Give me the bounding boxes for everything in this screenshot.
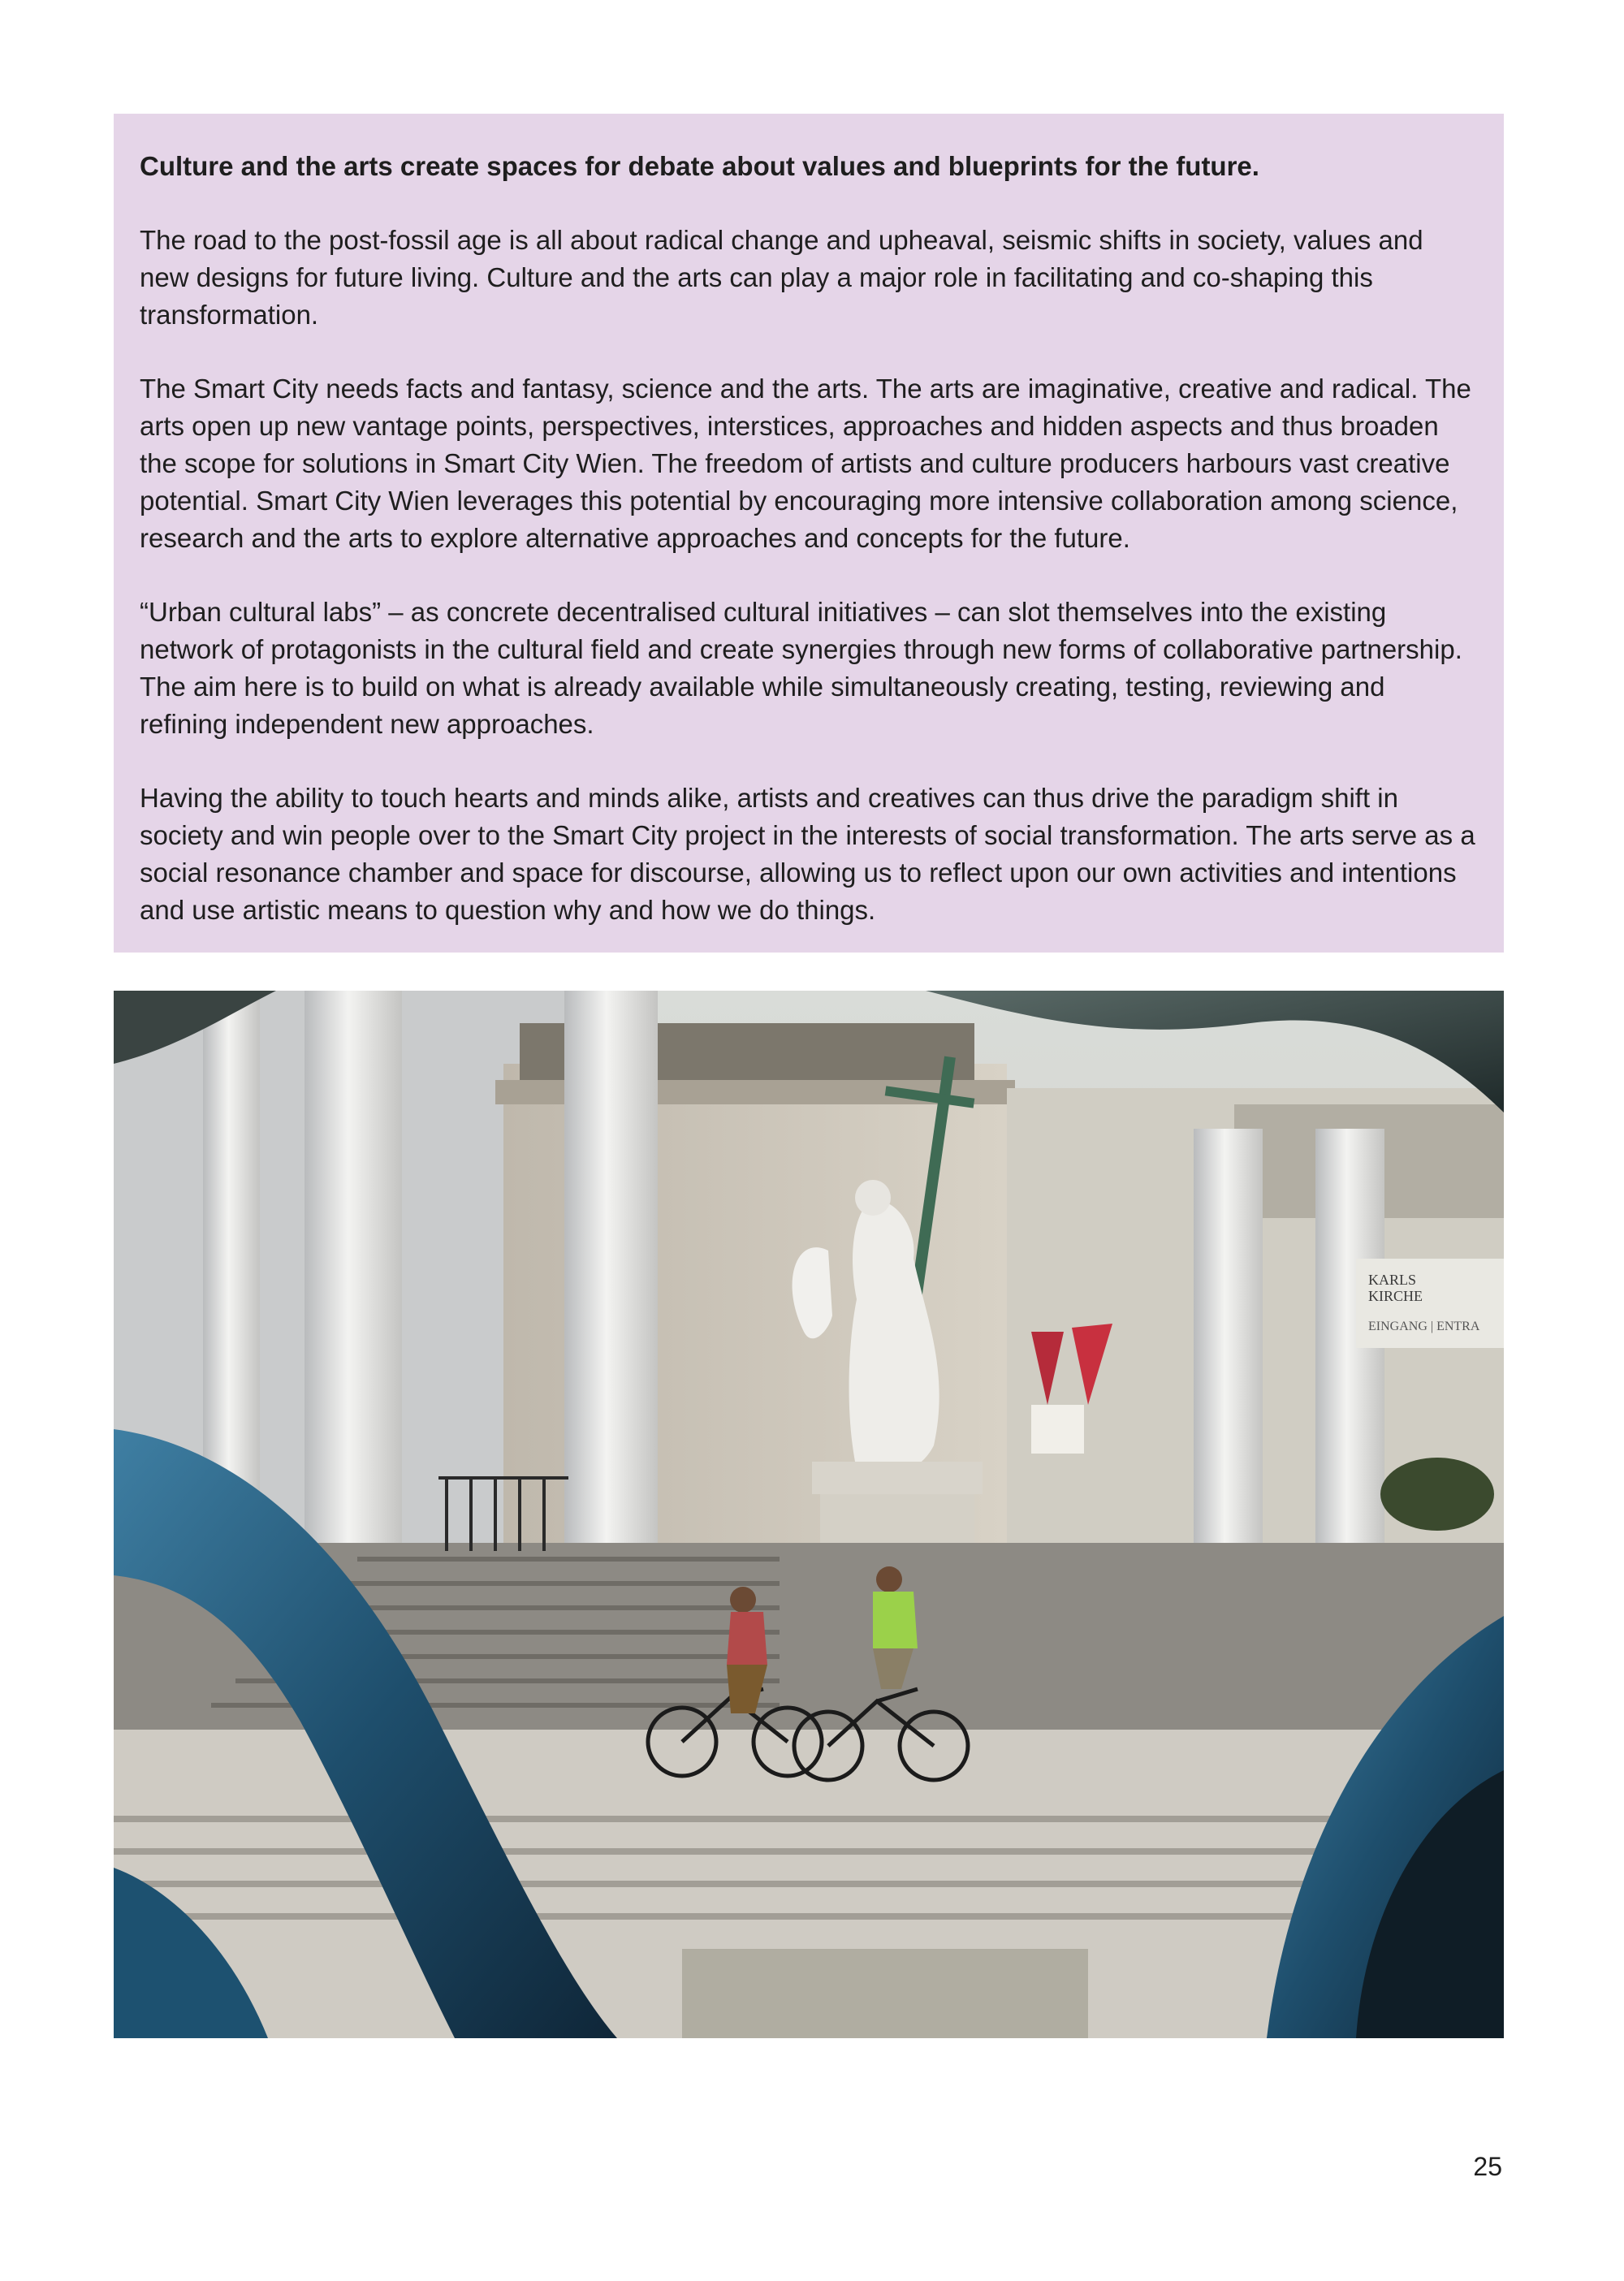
callout-paragraph-2: The Smart City needs facts and fantasy, science and the arts. The arts are imaginative, creative and radical. The arts open up new vantage points, perspectives, interstices, approaches and hidden aspects and thus broaden the scope for solutions in Smart City Wien. The freedom of artists and culture producers harbours vast creative potential. Smart City Wien leverages this potential by encouraging more intensive collaboration among science, research and the arts to explore alternative approaches and concepts for the future. <box>140 374 1471 553</box>
callout-paragraph-1: The road to the post-fossil age is all about radical change and upheaval, seismic shifts in society, values and new designs for future living. Culture and the arts can play a major role in facilitating and co-shaping this transformation. <box>140 225 1423 330</box>
callout-paragraph-3: “Urban cultural labs” – as concrete decentralised cultural initiatives – can slot themselves into the existing network of protagonists in the cultural field and create synergies through new forms of collaborative partnership. The aim here is to build on what is already available while simultaneously creating, testing, reviewing and refining independent new approaches. <box>140 597 1462 739</box>
callout-heading: Culture and the arts create spaces for debate about values and blueprints for the future. <box>140 151 1259 181</box>
callout-box <box>114 114 1504 953</box>
banner-text-3: EINGANG | ENTRA <box>1368 1320 1480 1333</box>
banner-text-1: KARLS <box>1368 1272 1417 1288</box>
callout-paragraph-4: Having the ability to touch hearts and minds alike, artists and creatives can thus drive the paradigm shift in society and win people over to the Smart City project in the interests of social transformation. The arts serve as a social resonance chamber and space for discourse, allowing us to reflect upon our own activities and intentions and use artistic means to question why and how we do things. <box>140 783 1475 925</box>
karlskirche-photo <box>114 991 1504 2038</box>
page-number: 25 <box>1473 2152 1502 2181</box>
banner-text-2: KIRCHE <box>1368 1288 1423 1304</box>
